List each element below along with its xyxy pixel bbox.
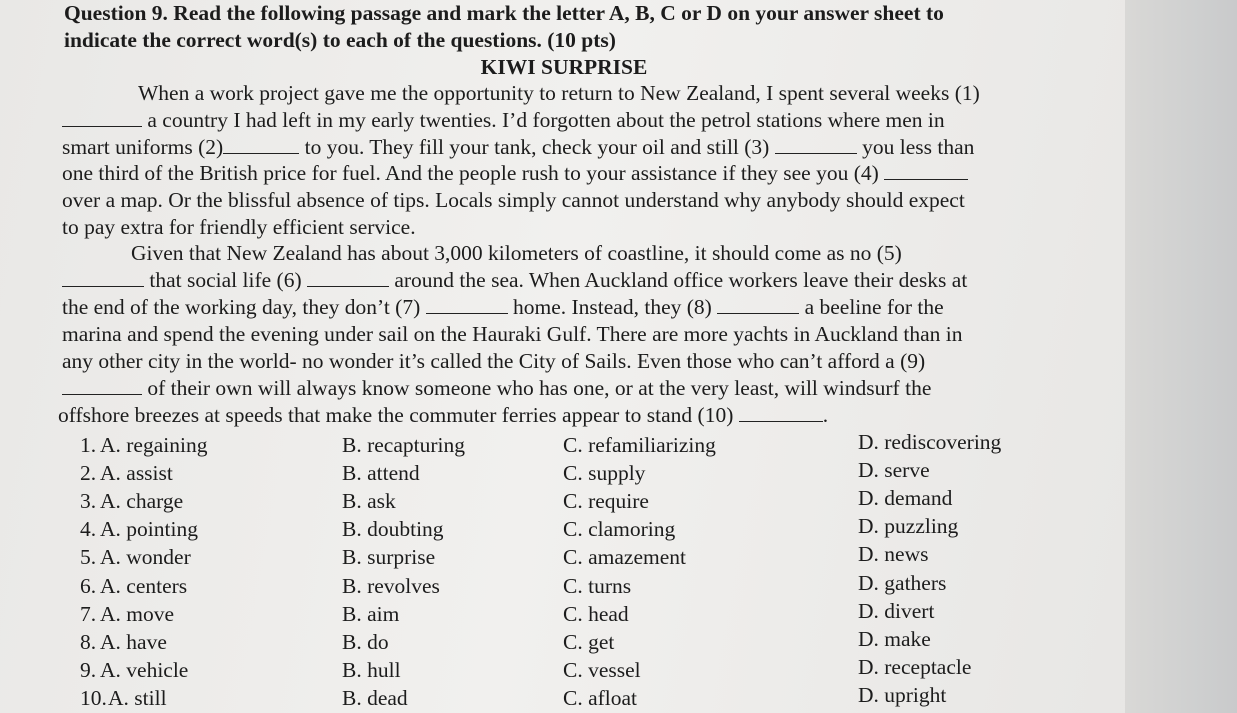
passage-line-8: that social life (6) around the sea. When Auckland office workers leave their desks at	[62, 267, 967, 293]
passage-line-13: offshore breezes at speeds that make the commuter ferries appear to stand (10) .	[58, 403, 829, 427]
option-d[interactable]: D. receptacle	[858, 655, 972, 679]
option-b[interactable]: B. revolves	[342, 574, 440, 598]
passage-line-9: the end of the working day, they don’t (7) home. Instead, they (8) a beeline for the	[62, 295, 944, 319]
option-b[interactable]: B. aim	[342, 602, 400, 626]
question-number: 6.	[80, 574, 97, 598]
option-d[interactable]: D. news	[858, 542, 929, 566]
option-d[interactable]: D. puzzling	[858, 514, 959, 538]
answer-blank-7[interactable]	[426, 297, 508, 314]
question-number: 3.	[80, 489, 97, 513]
passage-line-1: When a work project gave me the opportunity to return to New Zealand, I spent several weeks (1)	[138, 81, 980, 105]
answer-blank-1[interactable]	[62, 110, 142, 127]
option-b[interactable]: B. attend	[342, 461, 420, 485]
answer-blank-9[interactable]	[62, 378, 142, 395]
option-d[interactable]: D. divert	[858, 599, 935, 623]
option-a[interactable]: A. charge	[100, 489, 184, 513]
question-number: 8.	[80, 630, 97, 654]
option-b[interactable]: B. hull	[342, 658, 401, 682]
option-c[interactable]: C. supply	[563, 461, 646, 485]
passage-line-5: over a map. Or the blissful absence of tips. Locals simply cannot understand why anybody should expect	[62, 188, 965, 212]
question-number: 9.	[80, 658, 97, 682]
answer-blank-5[interactable]	[62, 270, 144, 287]
question-number: 5.	[80, 545, 97, 569]
question-number: 2.	[80, 461, 97, 485]
option-c[interactable]: C. amazement	[563, 545, 686, 569]
passage-line-3: smart uniforms (2) to you. They fill your tank, check your oil and still (3) you less than	[62, 135, 975, 159]
option-c[interactable]: C. head	[563, 602, 629, 626]
option-b[interactable]: B. dead	[342, 686, 408, 710]
option-b[interactable]: B. surprise	[342, 545, 436, 569]
option-a[interactable]: A. pointing	[100, 517, 198, 541]
answer-blank-3[interactable]	[775, 137, 857, 154]
option-a[interactable]: A. vehicle	[100, 658, 189, 682]
option-a[interactable]: A. assist	[100, 461, 173, 485]
question-heading-line2: indicate the correct word(s) to each of the questions. (10 pts)	[64, 28, 616, 52]
option-b[interactable]: B. recapturing	[342, 433, 465, 457]
option-a[interactable]: A. still	[108, 686, 167, 710]
option-c[interactable]: C. vessel	[563, 658, 641, 682]
option-c[interactable]: C. refamiliarizing	[563, 433, 716, 457]
option-c[interactable]: C. clamoring	[563, 517, 676, 541]
question-number: 4.	[80, 517, 97, 541]
answer-blank-2[interactable]	[223, 137, 299, 154]
question-number: 1.	[80, 433, 97, 457]
option-c[interactable]: C. afloat	[563, 686, 638, 710]
option-d[interactable]: D. gathers	[858, 571, 947, 595]
option-a[interactable]: A. centers	[100, 574, 188, 598]
option-d[interactable]: D. make	[858, 627, 931, 651]
answer-blank-4[interactable]	[884, 163, 968, 180]
passage-line-2: a country I had left in my early twenties. I’d forgotten about the petrol stations where men in	[62, 107, 945, 133]
answer-blank-6[interactable]	[307, 270, 389, 287]
answer-blank-8[interactable]	[717, 297, 799, 314]
option-a[interactable]: A. have	[100, 630, 167, 654]
answer-blank-10[interactable]	[739, 405, 823, 422]
question-number: 7.	[80, 602, 97, 626]
option-b[interactable]: B. ask	[342, 489, 396, 513]
passage-line-10: marina and spend the evening under sail on the Hauraki Gulf. There are more yachts in Auckland than in	[62, 322, 963, 346]
question-heading-line1: Question 9. Read the following passage and mark the letter A, B, C or D on your answer sheet to	[64, 1, 944, 25]
option-b[interactable]: B. do	[342, 630, 389, 654]
option-a[interactable]: A. wonder	[100, 545, 191, 569]
option-c[interactable]: C. get	[563, 630, 615, 654]
option-a[interactable]: A. regaining	[100, 433, 208, 457]
option-c[interactable]: C. turns	[563, 574, 632, 598]
option-a[interactable]: A. move	[100, 602, 175, 626]
option-d[interactable]: D. demand	[858, 486, 953, 510]
passage-title: KIWI SURPRISE	[480, 55, 648, 79]
passage-line-7: Given that New Zealand has about 3,000 kilometers of coastline, it should come as no (5)	[131, 241, 902, 265]
option-d[interactable]: D. rediscovering	[858, 430, 1002, 454]
question-number: 10.	[80, 686, 107, 710]
option-d[interactable]: D. upright	[858, 683, 947, 707]
passage-line-4: one third of the British price for fuel. And the people rush to your assistance if they see you (4)	[62, 160, 968, 186]
option-b[interactable]: B. doubting	[342, 517, 444, 541]
passage-line-11: any other city in the world- no wonder it’s called the City of Sails. Even those who can’t afford a (9)	[62, 349, 926, 373]
passage-line-12: of their own will always know someone who has one, or at the very least, will windsurf the	[62, 375, 931, 401]
passage-line-6: to pay extra for friendly efficient service.	[62, 215, 416, 239]
page-edge-shadow	[1125, 0, 1237, 713]
option-d[interactable]: D. serve	[858, 458, 930, 482]
option-c[interactable]: C. require	[563, 489, 649, 513]
